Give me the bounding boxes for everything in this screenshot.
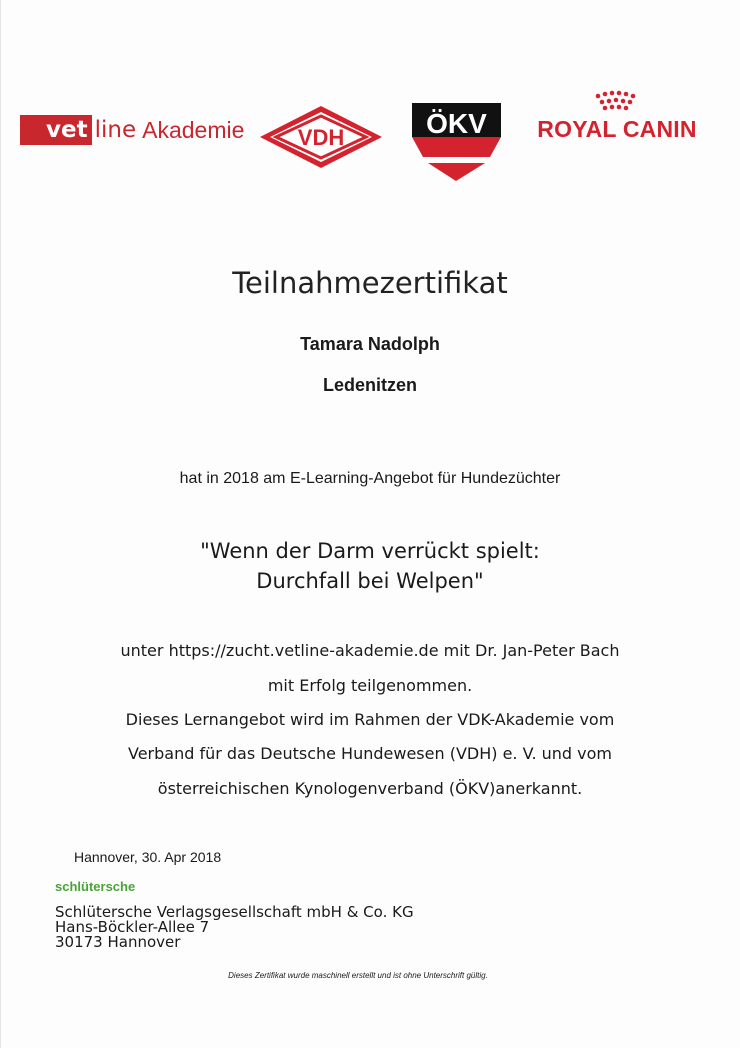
body-text-line: mit Erfolg teilgenommen. <box>267 676 473 695</box>
body-text-line: Dieses Lernangebot wird im Rahmen der VDK-Akademie vom <box>125 710 615 729</box>
participant-name: Tamara Nadolph <box>300 334 440 354</box>
validity-note: Dieses Zertifikat wurde maschinell erstellt und ist ohne Unterschrift gültig. <box>228 971 488 980</box>
address-line: 30173 Hannover <box>55 933 181 951</box>
publisher-address <box>55 905 414 950</box>
okv-logo <box>410 99 503 183</box>
schluetersche-logo: schlütersche <box>55 879 136 894</box>
address-line: Schlütersche Verlagsgesellschaft mbH & Co. KG <box>55 903 414 921</box>
intro-text: hat in 2018 am E-Learning-Angebot für Hundezüchter <box>179 470 561 487</box>
issue-date: Hannover, 30. Apr 2018 <box>74 849 222 865</box>
royal-canin-logo <box>530 90 704 146</box>
body-text-line: Verband für das Deutsche Hundewesen (VDH) e. V. und vom <box>127 744 613 763</box>
crown-icon <box>530 90 704 116</box>
vetline-akademie-logo <box>20 113 244 147</box>
body-text-line: österreichischen Kynologenverband (ÖKV)anerkannt. <box>157 779 583 798</box>
vdh-logo-text: VDH <box>297 125 345 150</box>
address-line: Hans-Böckler-Allee 7 <box>55 918 210 936</box>
vetline-line-text: line <box>94 117 137 143</box>
vetline-vet-text: vet <box>20 115 92 145</box>
body-text-line: unter https://zucht.vetline-akademie.de mit Dr. Jan-Peter Bach <box>120 641 620 660</box>
vdh-logo <box>258 104 384 170</box>
certificate-title: Teilnahmezertifikat <box>232 266 508 300</box>
royal-canin-text: ROYAL CANIN <box>537 116 697 142</box>
course-title-line: "Wenn der Darm verrückt spielt: <box>200 539 540 563</box>
okv-logo-text: ÖKV <box>426 108 487 139</box>
participant-city: Ledenitzen <box>322 375 417 395</box>
course-title <box>0 536 740 596</box>
course-title-line: Durchfall bei Welpen" <box>256 569 484 593</box>
vetline-akademie-text: Akademie <box>142 116 245 143</box>
